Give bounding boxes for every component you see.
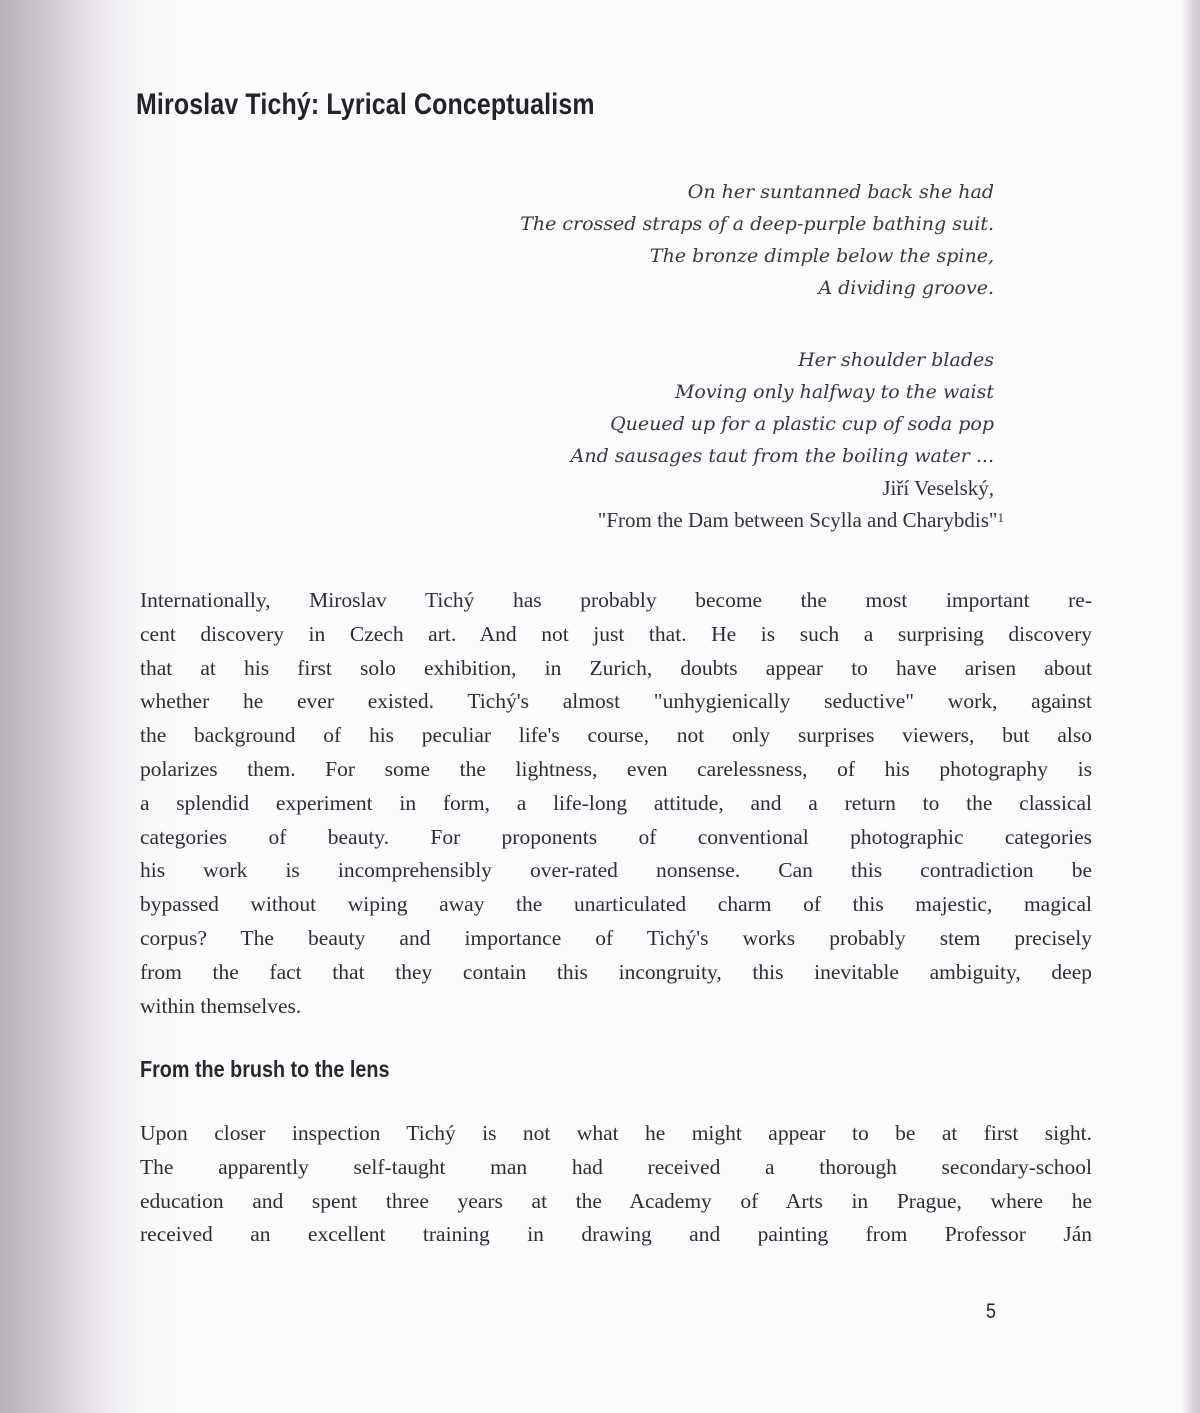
poem-line: Her shoulder blades bbox=[798, 349, 994, 371]
text-line: within themselves. bbox=[140, 993, 302, 1018]
poem-line: And sausages taut from the boiling water ... bbox=[570, 445, 994, 467]
text-line: whether he ever existed. Tichý's almost "unhygienically seductive" work, against bbox=[140, 689, 1092, 714]
epigraph-author: Jiří Veselský, bbox=[882, 476, 994, 500]
text-line: Upon closer inspection Tichý is not what he might appear to be at first sight. bbox=[140, 1121, 1092, 1145]
body-paragraph-2 bbox=[140, 1117, 1092, 1252]
text-line: the background of his peculiar life's course, not only surprises viewers, but also bbox=[140, 723, 1092, 748]
text-line: cent discovery in Czech art. And not just that. He is such a surprising discovery bbox=[140, 621, 1092, 646]
text-line: polarizes them. For some the lightness, even carelessness, of his photography is bbox=[140, 756, 1092, 781]
poem-line: The bronze dimple below the spine, bbox=[649, 245, 994, 267]
text-line: that at his first solo exhibition, in Zurich, doubts appear to have arisen about bbox=[140, 655, 1092, 680]
poem-line: Queued up for a plastic cup of soda pop bbox=[610, 413, 994, 435]
chapter-title: Miroslav Tichý: Lyrical Conceptualism bbox=[136, 88, 595, 121]
epigraph-source bbox=[598, 504, 1004, 536]
text-line: The apparently self-taught man had received a thorough secondary-school bbox=[140, 1154, 1092, 1179]
text-line: categories of beauty. For proponents of conventional photographic categories bbox=[140, 824, 1092, 849]
text-line: from the fact that they contain this incongruity, this inevitable ambiguity, deep bbox=[140, 959, 1092, 984]
text-line: received an excellent training in drawing and painting from Professor Ján bbox=[140, 1222, 1092, 1247]
epigraph-stanza-1 bbox=[520, 176, 994, 304]
text-line: education and spent three years at the Academy of Arts in Prague, where he bbox=[140, 1188, 1092, 1213]
text-line: Internationally, Miroslav Tichý has probably become the most important re- bbox=[140, 588, 1092, 612]
text-line: his work is incomprehensibly over-rated nonsense. Can this contradiction be bbox=[140, 858, 1092, 883]
body-paragraph-1 bbox=[140, 584, 1092, 1023]
footnote-marker: 1 bbox=[997, 510, 1004, 525]
page-number: 5 bbox=[986, 1300, 996, 1323]
text-line: bypassed without wiping away the unarticulated charm of this majestic, magical bbox=[140, 892, 1092, 917]
poem-line: The crossed straps of a deep-purple bathing suit. bbox=[520, 213, 994, 235]
epigraph-stanza-2 bbox=[571, 344, 994, 472]
section-heading: From the brush to the lens bbox=[140, 1056, 390, 1082]
text-line: corpus? The beauty and importance of Tichý's works probably stem precisely bbox=[140, 925, 1092, 950]
poem-line: A dividing groove. bbox=[818, 277, 994, 299]
poem-line: Moving only halfway to the waist bbox=[674, 381, 994, 403]
text-line: a splendid experiment in form, a life-long attitude, and a return to the classical bbox=[140, 790, 1092, 815]
poem-line: On her suntanned back she had bbox=[687, 181, 994, 203]
epigraph-source-title: "From the Dam between Scylla and Charybdis" bbox=[597, 508, 998, 532]
